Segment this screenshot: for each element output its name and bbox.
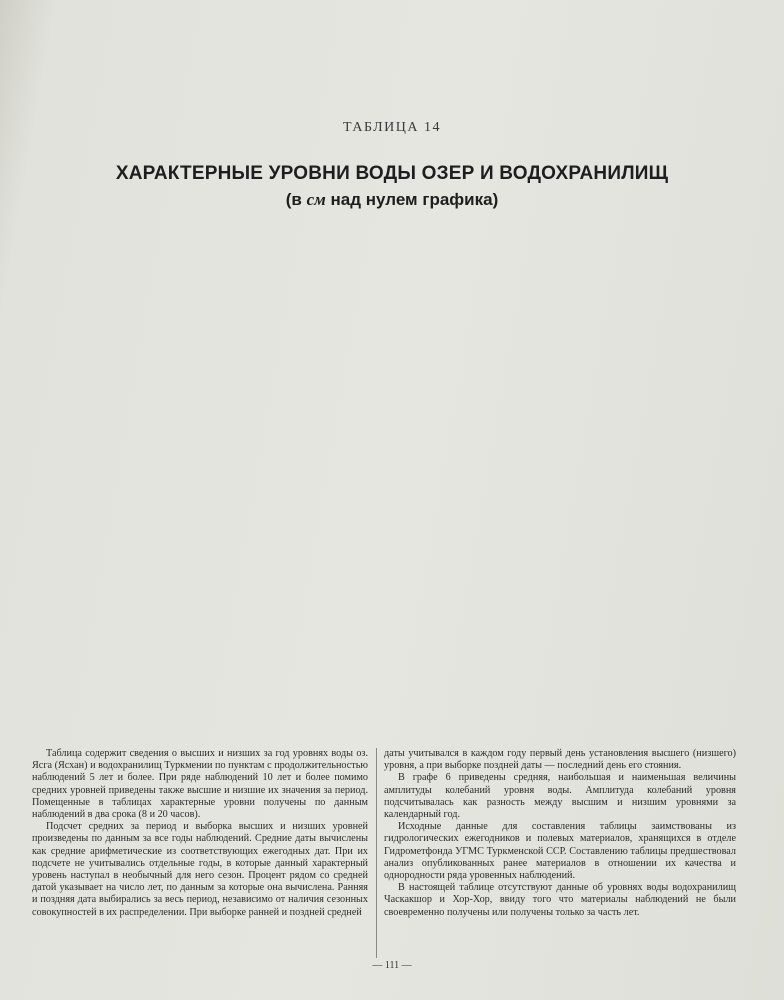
subtitle-prefix: (в (285, 190, 307, 209)
left-text-column (32, 748, 368, 919)
column-divider (376, 748, 377, 958)
subtitle-suffix: над нулем графика) (325, 190, 499, 209)
document-title: ХАРАКТЕРНЫЕ УРОВНИ ВОДЫ ОЗЕР И ВОДОХРАНИЛИЩ (115, 163, 669, 184)
paragraph: В настоящей таблице отсутствуют данные об уровнях воды водохранилищ Часкакшор и Хор-Хор, ввиду того что материалы наблюдений не были своевременно получены или получены только за часть лет. (384, 882, 736, 918)
table-label: ТАБЛИЦА 14 (343, 120, 441, 135)
page-number: — 111 — (372, 960, 412, 971)
paragraph: Таблица содержит сведения о высших и низших за год уровнях воды оз. Ясга (Ясхан) и водохранилищ Туркмении по пунктам с продолжительностью наблюдений 5 лет и более. При ряде наблюдений 10 лет и более помимо средних уровней приведены также высшие и низшие их значения за период. Помещенные в таблицах характерные уровни получены по данным наблюдений в два срока (8 и 20 часов). (32, 748, 368, 821)
document-subtitle (0, 190, 784, 210)
paragraph: даты учитывался в каждом году первый день установления высшего (низшего) уровня, а при выборке поздней даты — последний день его стояния. (384, 748, 736, 772)
paragraph: Исходные данные для составления таблицы заимствованы из гидрологических ежегодников и полевых материалов, хранящихся в отделе Гидрометфонда УГМС Туркменской ССР. Составлению таблицы предшествовал анализ опубликованных ранее материалов в отношении их качества и однородности ряда уровенных наблюдений. (384, 821, 736, 882)
paragraph: В графе 6 приведены средняя, наибольшая и наименьшая величины амплитуды колебаний уровня воды. Амплитуда колебаний уровня подсчитывалась как разность между высшим и низшим уровнями за календарный год. (384, 772, 736, 821)
subtitle-unit: см (306, 190, 326, 209)
right-text-column (384, 748, 736, 919)
paragraph: Подсчет средних за период и выборка высших и низших уровней произведены по данным за все годы наблюдений. Средние даты вычислены как средние арифметические из соответствующих ежегодных дат. При их подсчете не учитывались отдельные годы, в которые данный характерный уровень наступал в необычный для него сезон. Процент рядом со средней датой указывает на число лет, по данным за которые она вычислена. Ранняя и поздняя дата выбирались за весь период, независимо от наличия сезонных совокупностей в их распределении. При выборке ранней и поздней средней (32, 821, 368, 918)
